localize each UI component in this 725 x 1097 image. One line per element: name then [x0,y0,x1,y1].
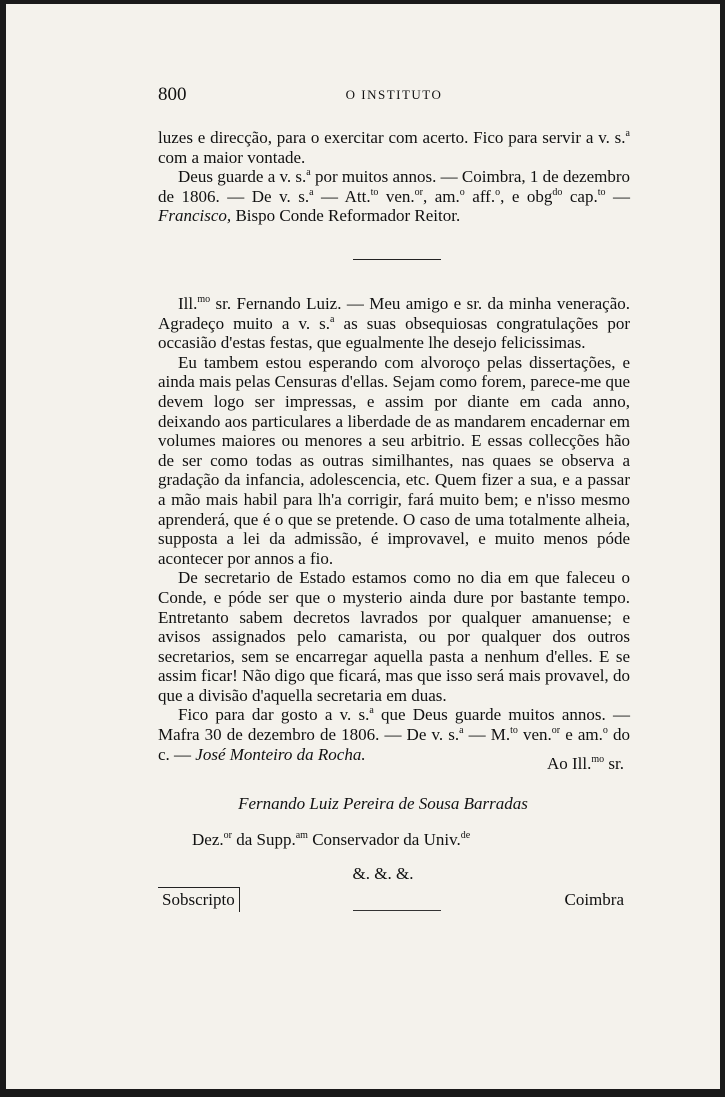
running-title: O INSTITUTO [345,87,443,102]
letter-1-paragraph-1: luzes e direcção, para o exercitar com acerto. Fico para servir a v. s.$^a$ com a maior vontade. [158,128,630,167]
signer-name: Francisco, [158,206,232,226]
city-name: Coimbra [564,890,624,909]
salutation: Ao Ill.$^{mo}$ sr. [546,754,624,773]
addressee-office: Dez.$^{or}$ da Supp.$^{am}$ Conservador da Univ.$^{de}$ [192,830,471,849]
letter-1-paragraph-2: Deus guarde a v. s.$^a$ por muitos annos. — Coimbra, 1 de dezembro de 1806. — De v. s.$^a$ — Att.$^{to}$ ven.$^{or}$, am.$^o$ aff.$^o$, e obg$^{do}$ cap.$^{to}$ — Francisco, Bispo Conde Reformador Reitor. [158,167,631,226]
letter-2-paragraph-2: Eu tambem estou esperando com alvoroço pelas dissertações, e ainda mais pelas Censuras d'ellas. Sejam como forem, parece-me que devem logo ser impressas, e assim por diante em cada anno, deixando aos particulares a liberdade de as mandarem encadernar em volumes maiores ou menores a seu arbitrio. E essas collecções hão de ser como todas as outras similhantes, nas quaes se observa a gradação da infancia, adolescencia, etc. Quem fizer a sua, e a passar a mão mais habil para lh'a corrigir, fará muito bem; e n'isso mesmo aprenderá, que é o que se pretende. O caso de uma totalmente alheia, supposta a lei da admissão, é improvavel, e muito menos póde acontecer por annos a fio. [158,352,630,568]
page-number: 800 [158,84,187,105]
sobscripto-label: Sobscripto [158,887,240,912]
letter-2-paragraph-4: Fico para dar gosto a v. s.$^a$ que Deus guarde muitos annos. — Mafra 30 de dezembro de 1806. — De v. s.$^a$ — M.$^{to}$ ven.$^{or}$ e am.$^o$ do c. — José Monteiro da Rocha. [158,705,631,764]
letter-2-paragraph-1: Ill.$^{mo}$ sr. Fernando Luiz. — Meu amigo e sr. da minha veneração. Agradeço muito a v. s.$^a$ as suas obsequiosas congratulações por occasião d'estas festas, que egualmente lhe desejo felicissimas. [158,294,630,353]
addressee-name: Fernando Luiz Pereira de Sousa Barradas [238,794,528,813]
page-header [158,84,630,106]
signer-name: José Monteiro da Rocha. [195,744,366,764]
envelope-divider [353,910,441,911]
letter-2 [158,294,630,764]
book-page [6,4,720,1089]
letter-1 [158,128,630,226]
section-divider [353,259,441,260]
letter-2-paragraph-3: De secretario de Estado estamos como no dia em que faleceu o Conde, e póde ser que o mysterio ainda dure por bastante tempo. Entretanto sabem decretos lavrados por qualquer amanuense; e avisos assignados pelo camarista, ou por qualquer dos outros secretarios, sem se encarregar aquella pasta a nenhum d'elles. E se assim ficar! Não digo que ficará, mas que isso será mais provavel, do que a divisão d'aquella secretaria em duas. [158,568,630,705]
et-cetera: &. &. &. [352,864,414,883]
